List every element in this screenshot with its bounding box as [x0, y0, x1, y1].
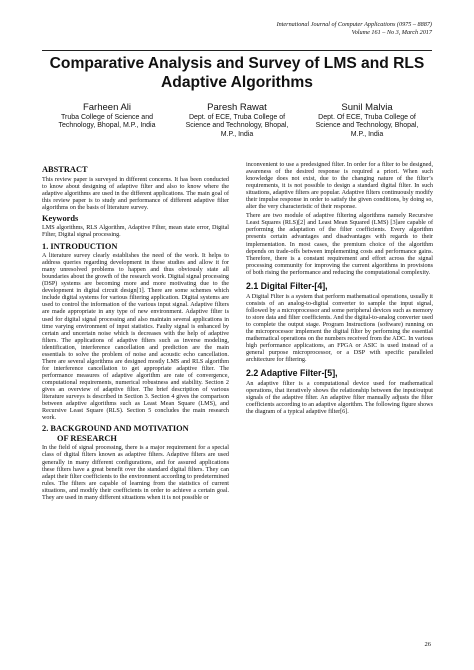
left-column [42, 164, 229, 504]
author-affiliation-line: M.P., India [350, 130, 384, 138]
author-2 [172, 102, 302, 139]
background-text-continued: inconvenient to use a predesigned filter. In order for a filter to be designed, awareness of the desired response is required a priori. When such knowledge does not exist, due to the changing nature of the filter’s requirements, it is not possible to design a standard digital filter. In such situations, adaptive filters are popular. Adaptive filters continuously modify their impulse response in order to satisfy the given conditions, by doing so, alter the very characteristic of their response. [246, 162, 433, 211]
author-name: Sunil Malvia [341, 102, 393, 113]
introduction-text: A literature survey clearly establishes the need of the work. It helps to address queries regarding development in these studies and allow it for many unresolved problems to happen and thus obviously state all boundaries about the growth of the research work. Digital signal processing (DSP) systems are becoming more and more motivating due to the development in digital circuit design[1]. There are some schemes which include digital systems for various filtering application. Digital systems are used to control the information of the various input signal. Adaptive filters are made appropriate in any type of new environment. Adaptive filter is used for digital signal processing and also maintain several applications in time varying environment of input statistics. Faulty signal is enhanced by certain and uncertain noise which is decreases with the help of adaptive filters. The applications of adaptive filters such as inverse modeling, identification, interference cancellation and prediction are the main essentials to solve the problem of noise and acoustic echo cancellation. There are several algorithms are designed mostly LMS and RLS algorithm for interference cancellation to get appropriate adaptive filter. The performance measures of adaptive algorithm are rate of convergence, computational requirements, numerical robustness and stability. Section 2 gives an overview of adaptive filter. The brief description of various literature surveys is described in Section 3. Section 4 gives the comparison between adaptive algorithms such as Least Mean Square (LMS), and Recursive Least Square (RLS). Section 5 concludes the main research work. [42, 253, 229, 422]
digital-filter-heading: 2.1 Digital Filter-[4], [246, 280, 328, 291]
author-name: Farheen Ali [82, 102, 132, 113]
abstract-text: This review paper is surveyed in different concerns. It has been conducted to know about designing of adaptive filter and also to know where the adaptive algorithms are used in the different applications. The main goal of this review paper is to study and performance of different adaptive filter algorithms on the basis of literature survey. [42, 176, 229, 211]
keywords-text: LMS algorithms, RLS Algorithm, Adaptive Filter, mean state error, Digital Filter, Digital signal processing. [42, 225, 229, 239]
author-affiliation-line: Dept. of ECE, Truba College of [188, 114, 286, 121]
journal-volume: Volume 161 – No 3, March 2017 [351, 29, 432, 36]
algorithms-paragraph: There are two module of adaptive filtering algorithms namely Recursive Least Squares (RLS)[2] and Least Mean Squared (LMS) [3]are capable of performing the adaptation of the filter coefficients. Every algorithm presents certain advantages and disadvantages with regards to their implementation. In most cases, the premium choice of the algorithm depends on trade-offs between implementing costs and performance gains. Therefore, there is a constant requirement and effort across the signal processing community for improving the current algorithms in provisions of both rising the performance and reducing the computational complexity. [246, 213, 433, 276]
digital-filter-text: A Digital Filter is a system that perform mathematical operations, usually it consists of an analog-to-digital converter to sample the input signal, followed by a microprocessor and some peripheral devices such as memory to store data and filter coefficients. And the digital-to-analog converter used to complete the output stage. Program Instructions (software) running on the microprocessor implement the digital filter by performing the essential mathematical operations on the numbers received from the ADC. In various high performance applications, an FPGA or ASIC is used instead of a general purpose microprocessor, or a DSP with specific paralleled architecture for filtering. [246, 293, 433, 364]
author-affiliation-line: Science and Technology, Bhopal, [315, 122, 419, 130]
author-3 [302, 102, 432, 139]
right-column [246, 162, 433, 418]
author-affiliation-line: Technology, Bhopal, M.P., India [58, 122, 156, 130]
background-heading-line-1: 2. BACKGROUND AND MOTIVATION [42, 424, 189, 434]
author-1 [42, 102, 172, 131]
author-name: Paresh Rawat [207, 102, 267, 113]
header-rule [42, 50, 432, 51]
title-line-1: Comparative Analysis and Survey of LMS and RLS [49, 55, 425, 72]
author-affiliation-line: M.P., India [220, 130, 254, 138]
abstract-heading: ABSTRACT [42, 165, 88, 174]
background-heading-line-2: OF RESEARCH [57, 433, 117, 443]
title-line-2: Adaptive Algorithms [161, 74, 313, 91]
introduction-heading: 1. INTRODUCTION [42, 241, 118, 251]
adaptive-filter-text: An adaptive filter is a computational device used for mathematical operations, that iteratively shows the relationship between the input/output signals of the adaptive filter. An adaptive filter manually adjusts the filter coefficients according to an adaptive algorithm. The following figure shows the diagram of a typical adaptive filter[6]. [246, 381, 433, 416]
adaptive-filter-heading: 2.2 Adaptive Filter-[5], [246, 368, 338, 379]
background-text: In the field of signal processing, there is a major requirement for a special class of digital filters known as adaptive filters. Adaptive filters are used generally in many different configurations, and for assured applications these filters have a great benefit over the standard digital filters. They can adapt their filter coefficients to the environment according to predetermined rules. The filters are capable of learning from the statistics of current situations, and modify their coefficients in order to achieve a certain goal. They are used in many different situations when it is not possible or [42, 445, 229, 501]
journal-name: International Journal of Computer Applications (0975 – 8887) [276, 21, 432, 28]
paper-title [30, 54, 444, 92]
author-block [42, 102, 432, 152]
author-affiliation-line: Science and Technology, Bhopal, [185, 122, 289, 130]
background-heading [42, 424, 229, 443]
author-affiliation-line: Truba College of Science and [61, 114, 153, 121]
page-number: 26 [424, 641, 431, 648]
author-affiliation-line: Dept. Of ECE, Truba College of [318, 114, 416, 121]
journal-header [277, 21, 432, 37]
keywords-heading: Keywords [42, 213, 79, 223]
